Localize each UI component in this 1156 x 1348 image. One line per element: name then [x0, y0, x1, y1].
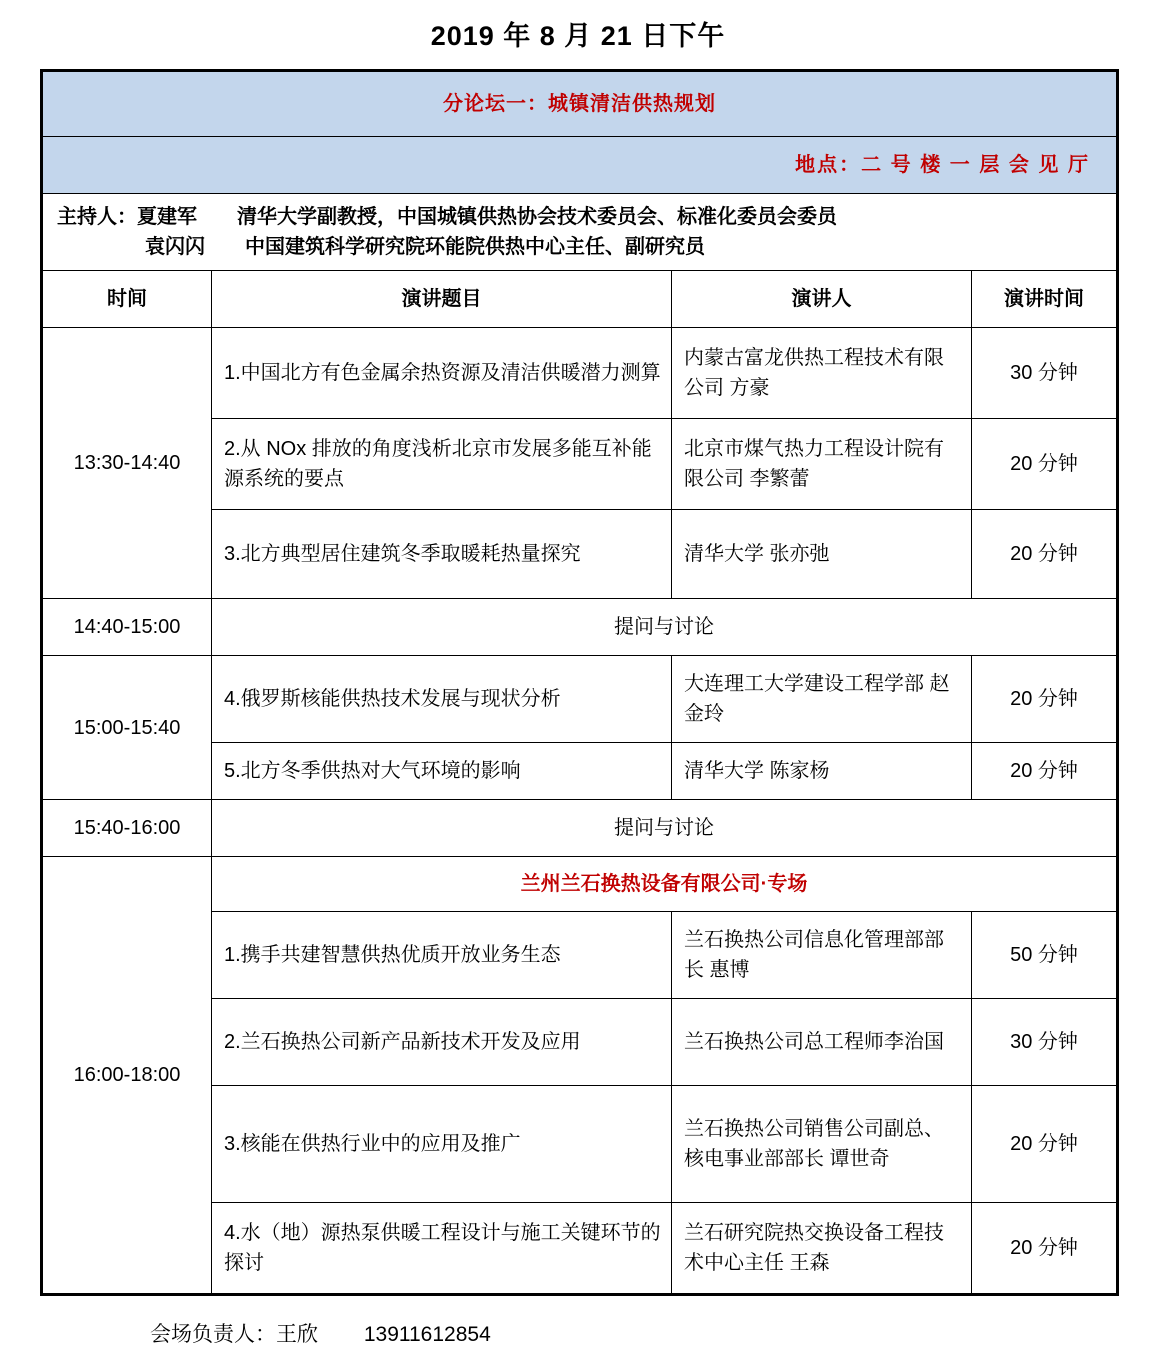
table-row	[42, 656, 1118, 743]
cell-topic: 3.北方典型居住建筑冬季取暖耗热量探究	[212, 510, 672, 599]
footer	[0, 1296, 1156, 1348]
cell-topic: 1.中国北方有色金属余热资源及清洁供暖潜力测算	[212, 328, 672, 419]
cell-speaker: 清华大学 陈家杨	[672, 743, 972, 800]
cell-speaker: 内蒙古富龙供热工程技术有限公司 方豪	[672, 328, 972, 419]
cell-duration: 20 分钟	[972, 1086, 1118, 1203]
cell-time: 14:40-15:00	[42, 599, 212, 656]
cell-time: 16:00-18:00	[42, 857, 212, 1295]
host-line-1: 主持人：夏建军 清华大学副教授，中国城镇供热协会技术委员会、标准化委员会委员	[57, 206, 837, 228]
cell-duration: 20 分钟	[972, 510, 1118, 599]
cell-speaker: 兰石研究院热交换设备工程技术中心主任 王森	[672, 1203, 972, 1295]
host-row	[42, 194, 1118, 271]
cell-speaker: 兰石换热公司总工程师李治国	[672, 999, 972, 1086]
column-header-time: 时间	[42, 271, 212, 328]
cell-discussion: 提问与讨论	[212, 599, 1118, 656]
cell-speaker: 兰石换热公司销售公司副总、核电事业部部长 谭世奇	[672, 1086, 972, 1203]
forum-banner: 分论坛一：城镇清洁供热规划	[42, 71, 1118, 137]
table-row-discussion	[42, 800, 1118, 857]
cell-speaker: 清华大学 张亦弛	[672, 510, 972, 599]
sponsor-banner: 兰州兰石换热设备有限公司·专场	[212, 857, 1118, 912]
forum-banner-row	[42, 71, 1118, 137]
cell-time: 13:30-14:40	[42, 328, 212, 599]
cell-duration: 30 分钟	[972, 999, 1118, 1086]
cell-topic: 4.水（地）源热泵供暖工程设计与施工关键环节的探讨	[212, 1203, 672, 1295]
cell-topic: 3.核能在供热行业中的应用及推广	[212, 1086, 672, 1203]
agenda-table	[40, 69, 1119, 1296]
cell-speaker: 大连理工大学建设工程学部 赵金玲	[672, 656, 972, 743]
host-line-2: 袁闪闪 中国建筑科学研究院环能院供热中心主任、副研究员	[145, 236, 705, 258]
cell-topic: 1.携手共建智慧供热优质开放业务生态	[212, 912, 672, 999]
cell-duration: 30 分钟	[972, 328, 1118, 419]
cell-topic: 2.兰石换热公司新产品新技术开发及应用	[212, 999, 672, 1086]
venue-row	[42, 137, 1118, 194]
cell-topic: 4.俄罗斯核能供热技术发展与现状分析	[212, 656, 672, 743]
cell-topic: 2.从 NOx 排放的角度浅析北京市发展多能互补能源系统的要点	[212, 419, 672, 510]
cell-duration: 20 分钟	[972, 743, 1118, 800]
cell-duration: 20 分钟	[972, 1203, 1118, 1295]
cell-speaker: 兰石换热公司信息化管理部部长 惠博	[672, 912, 972, 999]
table-header-row	[42, 271, 1118, 328]
cell-speaker: 北京市煤气热力工程设计院有限公司 李繁蕾	[672, 419, 972, 510]
cell-time: 15:00-15:40	[42, 656, 212, 800]
footer-phone: 13911612854	[363, 1323, 491, 1346]
column-header-speaker: 演讲人	[672, 271, 972, 328]
page-title: 2019 年 8 月 21 日下午	[430, 21, 726, 51]
footer-contact-label: 会场负责人：王欣	[150, 1323, 318, 1346]
cell-duration: 20 分钟	[972, 419, 1118, 510]
host-block	[42, 194, 1118, 271]
column-header-duration: 演讲时间	[972, 271, 1118, 328]
venue-label: 地点：二 号 楼 一 层 会 见 厅	[42, 137, 1118, 194]
table-row	[42, 328, 1118, 419]
column-header-topic: 演讲题目	[212, 271, 672, 328]
table-row-sponsor	[42, 857, 1118, 912]
cell-duration: 50 分钟	[972, 912, 1118, 999]
table-row-discussion	[42, 599, 1118, 656]
cell-topic: 5.北方冬季供热对大气环境的影响	[212, 743, 672, 800]
cell-discussion: 提问与讨论	[212, 800, 1118, 857]
cell-time: 15:40-16:00	[42, 800, 212, 857]
cell-duration: 20 分钟	[972, 656, 1118, 743]
